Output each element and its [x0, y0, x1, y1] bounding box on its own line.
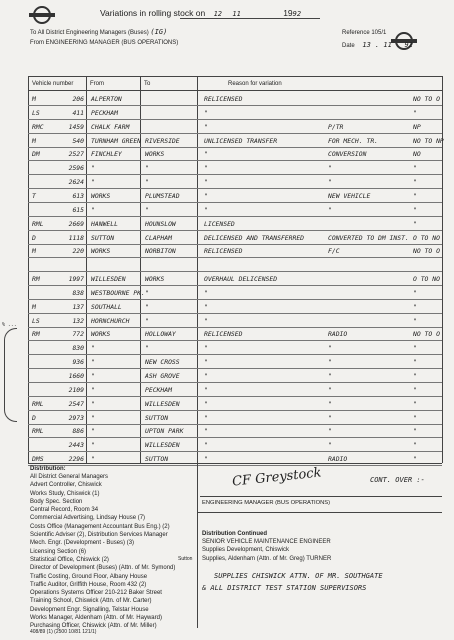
- table-row: [28, 174, 442, 189]
- cell-fin: ": [413, 219, 417, 228]
- cell-type: DMS: [32, 455, 44, 464]
- cell-num: 886: [72, 427, 84, 436]
- cell-from: ": [91, 358, 95, 367]
- cell-reason: ": [204, 358, 208, 367]
- cell-to: ": [145, 344, 149, 353]
- col-from: From: [90, 81, 104, 87]
- cell-num: 2624: [68, 178, 84, 187]
- cell-to: CLAPHAM: [145, 233, 172, 242]
- cell-reason: OVERHAUL DELICENSED: [204, 275, 278, 284]
- cell-to: SUTTON: [145, 455, 169, 464]
- cell-to: NORBITON: [145, 247, 176, 256]
- cell-from: HANWELL: [91, 219, 118, 228]
- table-row: [28, 257, 442, 272]
- cell-type: M: [32, 95, 36, 103]
- cell-num: 1118: [68, 233, 84, 242]
- table-row: [28, 326, 442, 341]
- cell-to: WILLESDEN: [145, 441, 180, 450]
- cell-num: 838: [72, 288, 84, 297]
- cell-fin: ": [413, 205, 417, 214]
- cell-note: ": [328, 385, 332, 394]
- table-row: [28, 423, 442, 438]
- cell-from: TURNHAM GREEN: [91, 136, 142, 145]
- cell-fin: ": [413, 427, 417, 436]
- table-row: [28, 410, 442, 425]
- cell-note: ": [328, 164, 332, 173]
- cell-from: ": [91, 455, 95, 464]
- cell-to: ": [145, 316, 149, 325]
- cell-fin: ": [413, 316, 417, 325]
- cell-from: FINCHLEY: [91, 150, 122, 159]
- table-row: [28, 119, 442, 134]
- cell-from: ": [91, 399, 95, 408]
- cell-from: WESTBOURNE PK.: [91, 288, 145, 297]
- cell-reason: ": [204, 441, 208, 450]
- cell-reason: ": [204, 122, 208, 131]
- distribution-item: Training School, Chiswick (Attn. of Mr. Carter): [30, 598, 152, 605]
- cell-reason: RELICENSED: [204, 330, 243, 339]
- cell-type: D: [32, 413, 36, 422]
- cell-fin: NO TO O: [413, 247, 440, 256]
- cell-from: WILLESDEN: [91, 275, 126, 284]
- cell-to: PECKHAM: [145, 385, 172, 394]
- distribution-title: Distribution:: [30, 466, 66, 472]
- distribution-item: Body Spec. Section: [30, 498, 83, 505]
- cell-to: WILLESDEN: [145, 399, 180, 408]
- cell-note: ": [328, 441, 332, 450]
- cell-num: 936: [72, 358, 84, 367]
- col-reason: Reason for variation: [228, 81, 282, 87]
- distribution-item: Director of Development (Buses) (Attn. of Mr. Symond): [30, 565, 176, 572]
- cell-to: WORKS: [145, 150, 165, 159]
- cell-from: ": [91, 427, 95, 436]
- margin-bracket: [4, 328, 17, 422]
- distribution-item: Costs Office (Management Accountant Bus Eng.) (2): [30, 523, 170, 530]
- cell-num: 830: [72, 344, 84, 353]
- cell-fin: NO TO O: [413, 330, 440, 339]
- cell-note: ": [328, 372, 332, 380]
- cell-num: 772: [72, 330, 84, 339]
- cell-from: SUTTON: [91, 233, 115, 242]
- table-row: [28, 451, 442, 466]
- table-row: [28, 271, 442, 286]
- cell-type: RM: [32, 275, 40, 284]
- from-line: From ENGINEERING MANAGER (BUS OPERATIONS): [30, 40, 179, 46]
- distribution-item: Commercial Advertising, Lindsay House (7): [30, 515, 146, 522]
- distribution-item: All District General Managers: [30, 474, 109, 480]
- cell-from: WORKS: [91, 191, 111, 200]
- cell-num: 1660: [68, 372, 84, 380]
- cell-to: ": [145, 302, 149, 311]
- cell-to: PLUMSTEAD: [145, 191, 180, 200]
- table-row: [28, 382, 442, 397]
- cell-note: ": [328, 399, 332, 408]
- cell-type: D: [32, 233, 36, 242]
- cell-to: ": [145, 205, 149, 214]
- cell-type: RM: [32, 330, 40, 339]
- cell-reason: ": [204, 178, 208, 187]
- cell-from: CHALK FARM: [91, 122, 130, 131]
- distribution-item: Central Record, Room 34: [30, 507, 99, 514]
- continued-item: Supplies, Aldenham (Attn. of Mr. Greg) TURNER: [202, 555, 332, 562]
- table-row: [28, 105, 442, 120]
- continued-over: CONT. OVER :-: [370, 476, 425, 484]
- cell-reason: ": [204, 288, 208, 297]
- cell-from: ": [91, 441, 95, 450]
- cell-num: 2296: [68, 455, 84, 464]
- cell-fin: ": [413, 191, 417, 200]
- distribution-item: Works Study, Chiswick (1): [30, 490, 100, 497]
- cell-reason: ": [204, 372, 208, 380]
- cell-from: PECKHAM: [91, 108, 118, 117]
- cell-type: DM: [32, 150, 40, 159]
- cell-num: 615: [72, 205, 84, 214]
- table-row: [28, 216, 442, 231]
- cell-from: ALPERTON: [91, 95, 122, 103]
- cell-type: M: [32, 136, 36, 145]
- cell-note: NEW VEHICLE: [328, 191, 371, 200]
- cell-fin: ": [413, 372, 417, 380]
- cell-to: SUTTON: [145, 413, 169, 422]
- cell-from: ": [91, 178, 95, 187]
- cell-reason: ": [204, 316, 208, 325]
- table-row: [28, 188, 442, 203]
- cell-type: LS: [32, 108, 40, 117]
- cell-fin: O TO NO: [413, 275, 440, 284]
- cell-to: HOUNSLOW: [145, 219, 176, 228]
- cell-to: ASH GROVE: [145, 372, 180, 380]
- form-code: 408/89 (1) (2500 10/81 121/1): [30, 629, 97, 635]
- cell-to: HOLLOWAY: [145, 330, 176, 339]
- table-row: [28, 313, 442, 328]
- table-row: [28, 133, 442, 148]
- cell-reason: ": [204, 427, 208, 436]
- cell-reason: ": [204, 344, 208, 353]
- cell-from: WORKS: [91, 330, 111, 339]
- cell-from: ": [91, 344, 95, 353]
- cell-num: 137: [72, 302, 84, 311]
- reference: Reference 105/1: [342, 30, 387, 36]
- distribution-item: Purchasing Officer, Chiswick (Attn. of Mr. Miller): [30, 623, 157, 630]
- cell-num: 2443: [68, 441, 84, 450]
- distribution-item: Licensing Section (6): [30, 548, 87, 555]
- cell-type: RMC: [32, 122, 44, 131]
- cell-fin: NO TO NP: [413, 136, 444, 145]
- cell-from: ": [91, 385, 95, 394]
- table-row: [28, 354, 442, 369]
- cell-reason: RELICENSED: [204, 247, 243, 256]
- cell-num: 2527: [68, 150, 84, 159]
- handwritten-supplies: SUPPLIES CHISWICK ATTN. OF MR. SOUTHGATE: [214, 572, 383, 580]
- cell-fin: ": [413, 441, 417, 450]
- cell-type: RML: [32, 219, 44, 228]
- cell-fin: NP: [413, 122, 421, 131]
- table-row: [28, 437, 442, 452]
- cell-type: RML: [32, 427, 44, 436]
- cell-from: ": [91, 413, 95, 422]
- distribution-item: Operations Systems Officer 210-212 Baker Street: [30, 590, 162, 597]
- cell-fin: ": [413, 455, 417, 464]
- cell-num: 1997: [68, 275, 84, 284]
- cell-fin: ": [413, 344, 417, 353]
- cell-reason: ": [204, 399, 208, 408]
- cell-fin: ": [413, 399, 417, 408]
- cell-fin: NO: [413, 150, 421, 159]
- signature: CF Greystock: [231, 465, 323, 490]
- cell-note: FOR MECH. TR.: [328, 136, 379, 145]
- cell-fin: ": [413, 385, 417, 394]
- cell-reason: ": [204, 385, 208, 394]
- handwritten-test-stations: & ALL DISTRICT TEST STATION SUPERVISORS: [202, 584, 367, 592]
- distribution-item: Traffic Costing, Ground Floor, Albany House: [30, 573, 148, 580]
- distribution-item: Mech. Engr. (Development - Buses) (3): [30, 540, 135, 547]
- cell-to: UPTON PARK: [145, 427, 184, 436]
- cell-reason: LICENSED: [204, 219, 235, 228]
- cell-num: 2547: [68, 399, 84, 408]
- cell-num: 2669: [68, 219, 84, 228]
- cell-fin: ": [413, 413, 417, 422]
- cell-fin: O TO NO: [413, 233, 440, 242]
- margin-note: % ...: [2, 322, 18, 328]
- cell-reason: ": [204, 150, 208, 159]
- table-row: [28, 368, 442, 383]
- table-row: [28, 396, 442, 411]
- table-row: [28, 91, 442, 106]
- cell-to: ": [145, 178, 149, 187]
- table-row: [28, 146, 442, 161]
- cell-type: T: [32, 191, 36, 200]
- cell-reason: ": [204, 108, 208, 117]
- distribution-item: Traffic Auditor, Griffith House, Room 432 (2): [30, 581, 147, 588]
- cell-num: 1459: [68, 122, 84, 131]
- cell-from: SOUTHALL: [91, 302, 122, 311]
- sutton-label: Sutton: [178, 556, 193, 562]
- cell-note: ": [328, 178, 332, 187]
- cell-to: ": [145, 288, 149, 297]
- cell-type: M: [32, 302, 36, 311]
- cell-reason: RELICENSED: [204, 95, 243, 103]
- cell-to: RIVERSIDE: [145, 136, 180, 145]
- cell-note: CONVERSION: [328, 150, 367, 159]
- table-row: [28, 285, 442, 300]
- cell-num: 220: [72, 247, 84, 256]
- cell-from: ": [91, 205, 95, 214]
- distribution-item: Advert Controller, Chiswick: [30, 482, 102, 489]
- continued-title: Distribution Continued: [202, 531, 267, 537]
- continued-list: [202, 538, 331, 563]
- table-row: [28, 202, 442, 217]
- distribution-item: Development Engr. Signalling, Telstar House: [30, 606, 149, 613]
- cell-note: F/C: [328, 247, 340, 256]
- cell-num: 411: [72, 108, 84, 117]
- distribution-list: [30, 473, 175, 631]
- cell-num: 206: [72, 95, 84, 103]
- cell-reason: ": [204, 205, 208, 214]
- cell-fin: NO TO O: [413, 95, 440, 103]
- cell-num: 2973: [68, 413, 84, 422]
- cell-reason: ": [204, 191, 208, 200]
- cell-type: M: [32, 247, 36, 256]
- cell-fin: ": [413, 288, 417, 297]
- cell-num: 540: [72, 136, 84, 145]
- cell-from: ": [91, 164, 95, 173]
- cell-type: RML: [32, 399, 44, 408]
- date-field: Date 13 . 11 . 92: [342, 41, 413, 49]
- to-line: To All District Engineering Managers (Buses) (IG): [30, 28, 168, 36]
- cell-note: ": [328, 427, 332, 436]
- cell-reason: ": [204, 164, 208, 173]
- cell-note: RADIO: [328, 455, 348, 464]
- cell-reason: ": [204, 413, 208, 422]
- cell-note: RADIO: [328, 330, 348, 339]
- cell-reason: ": [204, 302, 208, 311]
- cell-note: ": [328, 358, 332, 367]
- table-row: [28, 340, 442, 355]
- cell-fin: ": [413, 178, 417, 187]
- cell-from: ": [91, 372, 95, 380]
- signatory-title: ENGINEERING MANAGER (BUS OPERATIONS): [202, 500, 331, 506]
- cell-note: ": [328, 344, 332, 353]
- col-to: To: [144, 81, 151, 87]
- cell-num: 613: [72, 191, 84, 200]
- distribution-item: Statistical Office, Chiswick (2): [30, 556, 109, 563]
- continued-item: Supplies Development, Chiswick: [202, 547, 290, 554]
- cell-to: ": [145, 164, 149, 173]
- cell-fin: ": [413, 358, 417, 367]
- cell-note: CONVERTED TO DM INST.: [328, 233, 409, 242]
- cell-note: ": [328, 205, 332, 214]
- cell-from: HORNCHURCH: [91, 316, 130, 325]
- cell-reason: ": [204, 455, 208, 464]
- table-row: [28, 230, 442, 245]
- cell-num: 2596: [68, 164, 84, 173]
- distribution-item: Works Manager, Aldenham (Attn. of Mr. Hayward): [30, 615, 162, 622]
- cell-reason: UNLICENSED TRANSFER: [204, 136, 278, 145]
- cell-note: P/TR: [328, 122, 344, 131]
- table-row: [28, 243, 442, 258]
- document-title: Variations in rolling stock on 12 11 1992: [100, 8, 302, 18]
- cell-to: NEW CROSS: [145, 358, 180, 367]
- continued-item: SENIOR VEHICLE MAINTENANCE ENGINEER: [202, 539, 331, 545]
- cell-type: LS: [32, 316, 40, 325]
- cell-fin: ": [413, 164, 417, 173]
- distribution-item: Scientific Adviser (2), Distribution Services Manager: [30, 532, 168, 539]
- cell-reason: DELICENSED AND TRANSFERRED: [204, 233, 305, 242]
- table-row: [28, 299, 442, 314]
- cell-fin: ": [413, 108, 417, 117]
- cell-to: WORKS: [145, 275, 165, 284]
- cell-fin: ": [413, 302, 417, 311]
- col-vehicle-number: Vehicle number: [32, 81, 74, 87]
- cell-num: 2109: [68, 385, 84, 394]
- cell-from: WORKS: [91, 247, 111, 256]
- cell-num: 132: [72, 316, 84, 325]
- cell-note: ": [328, 413, 332, 422]
- table-row: [28, 160, 442, 175]
